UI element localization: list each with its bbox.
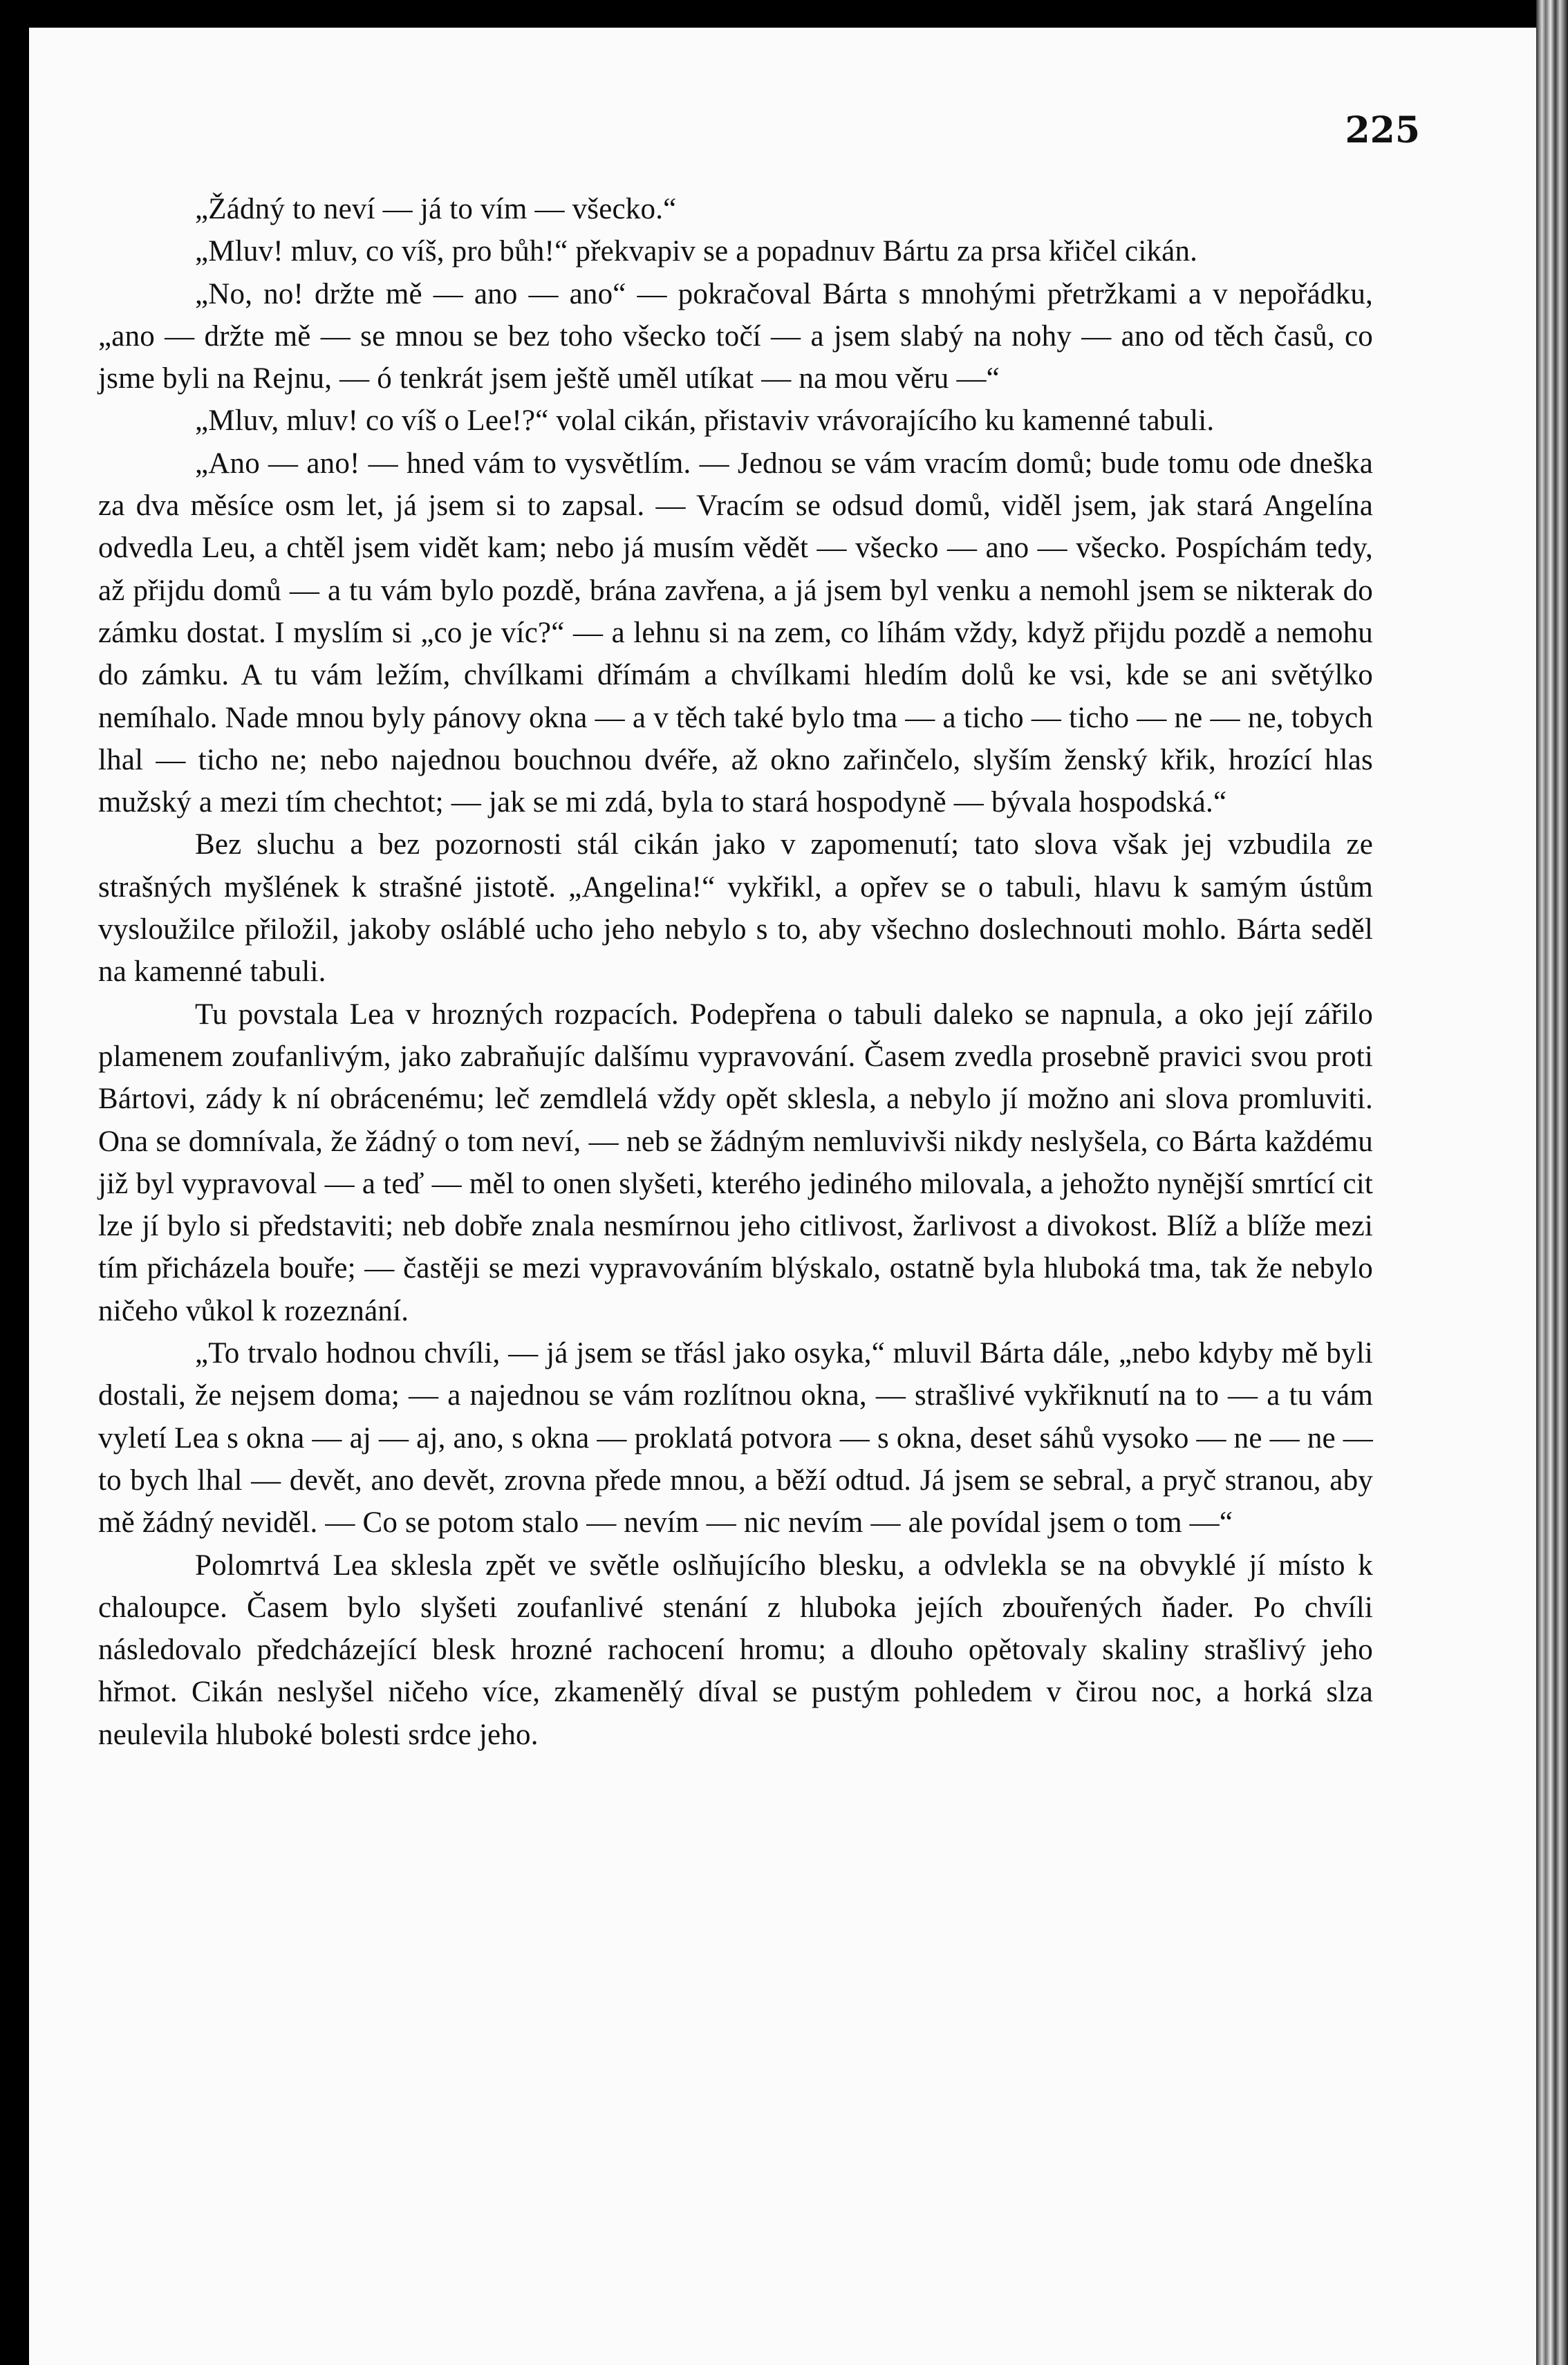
paragraph: Bez sluchu a bez pozornosti stál cikán jako v zapomenutí; tato slova však jej vzbudila ze strašných myšlének k strašné jistotě. „Angelina!“ vykřikl, a opřev se o tabuli, hlavu k samým ústům vysloužilce přiložil, jakoby osláblé ucho jeho nebylo s to, aby všechno doslechnouti mohlo. Bárta seděl na kamenné tabuli. bbox=[98, 828, 1373, 989]
paragraph: „Mluv, mluv! co víš o Lee!?“ volal cikán, přistaviv vrávorajícího ku kamenné tabuli. bbox=[195, 404, 1215, 438]
paragraph: „Mluv! mluv, co víš, pro bůh!“ překvapiv se a popadnuv Bártu za prsa křičel cikán. bbox=[195, 235, 1198, 268]
paragraph: Tu povstala Lea v hrozných rozpacích. Podepřena o tabuli daleko se napnula, a oko její zářilo plamenem zoufanlivým, jako zabraňujíc dalšímu vypravování. Časem zvedla prosebně pravici svou proti Bártovi, zády k ní obrácenému; leč zemdlelá vždy opět sklesla, a nebylo jí možno ani slova promluviti. Ona se domnívala, že žádný o tom neví, — neb se žádným nemluvivši nikdy neslyšela, co Bárta každému již byl vypravoval — a teď — měl to onen slyšeti, kterého jediného milovala, a jehožto nynější smrtící cit lze jí bylo si představiti; neb dobře znala nesmírnou jeho citlivost, žarlivost a divokost. Blíž a blíže mezi tím přicházela bouře; — častěji se mezi vypravováním blýskalo, ostatně byla hluboká tma, tak že nebylo ničeho vůkol k rozeznání. bbox=[98, 998, 1373, 1327]
paragraph: „No, no! držte mě — ano — ano“ — pokračoval Bárta s mnohými přetržkami a v nepořádku, „ano — držte mě — se mnou se bez toho všecko točí — a jsem slabý na nohy — ano od těch časů, co jsme byli na Rejnu, — ó tenkrát jsem ještě uměl utíkat — na mou věru —“ bbox=[98, 277, 1373, 395]
paragraph: Polomrtvá Lea sklesla zpět ve světle oslňujícího blesku, a odvlekla se na obvyklé jí místo k chaloupce. Časem bylo slyšeti zoufanlivé stenání z hluboka jejích zbouřených ňader. Po chvíli následovalo předcházející blesk hrozné rachocení hromu; a dlouho opětovaly skaliny strašlivý jeho hřmot. Cikán neslyšel ničeho více, zkamenělý díval se pustým pohledem v čirou noc, a horká slza neulevila hluboké bolesti srdce jeho. bbox=[98, 1549, 1373, 1751]
body-text bbox=[98, 188, 1373, 1756]
page-number: 225 bbox=[1345, 109, 1420, 151]
scan-border-left bbox=[0, 0, 29, 2365]
paragraph: „Žádný to neví — já to vím — všecko.“ bbox=[195, 193, 677, 225]
paragraph: „Ano — ano! — hned vám to vysvětlím. — Jednou se vám vracím domů; bude tomu ode dneška za dva měsíce osm let, já jsem si to zapsal. — Vracím se odsud domů, viděl jsem, jak stará Angelína odvedla Leu, a chtěl jsem vidět kam; nebo já musím vědět — všecko — ano — všecko. Pospíchám tedy, až přijdu domů — a tu vám bylo pozdě, brána zavřena, a já jsem byl venku a nemohl jsem se nikterak do zámku dostat. I myslím si „co je víc?“ — a lehnu si na zem, co líhám vždy, když přijdu pozdě a nemohu do zámku. A tu vám ležím, chvílkami dřímám a chvílkami hledím dolů ke vsi, kde se ani světýlko nemíhalo. Nade mnou byly pánovy okna — a v těch také bylo tma — a ticho — ticho — ne — ne, tobych lhal — ticho ne; nebo najednou bouchnou dvéře, až okno zařinčelo, slyším ženský křik, hrozící hlas mužský a mezi tím chechtot; — jak se mi zdá, byla to stará hospodyně — bývala hospodská.“ bbox=[98, 447, 1373, 819]
paragraph: „To trvalo hodnou chvíli, — já jsem se třásl jako osyka,“ mluvil Bárta dále, „nebo kdyby mě byli dostali, že nejsem doma; — a najednou se vám rozlítnou okna, — strašlivé vykřiknutí na to — a tu vám vyletí Lea s okna — aj — aj, ano, s okna — proklatá potvora — s okna, deset sáhů vysoko — ne — ne — to bych lhal — devět, ano devět, zrovna přede mnou, a běží odtud. Já jsem se sebral, a pryč stranou, aby mě žádný neviděl. — Co se potom stalo — nevím — nic nevím — ale povídal jsem o tom —“ bbox=[98, 1337, 1373, 1540]
book-page bbox=[29, 28, 1536, 2365]
book-binding-edge bbox=[1536, 0, 1568, 2365]
scan-border-top bbox=[0, 0, 1568, 28]
